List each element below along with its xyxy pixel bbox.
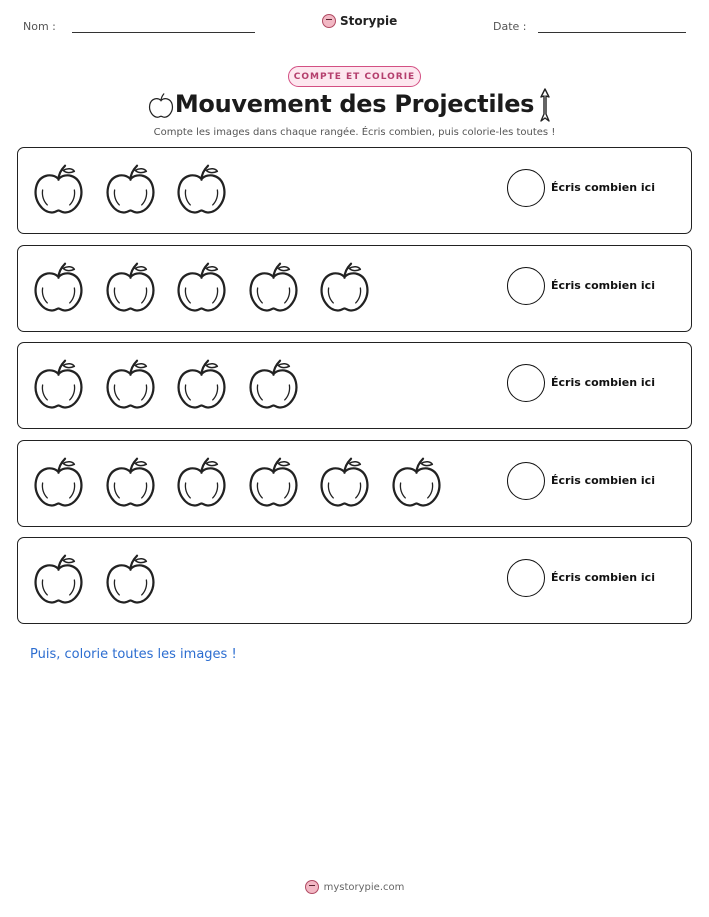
date-line	[538, 32, 686, 33]
apple-icon	[245, 357, 302, 413]
apple-group	[30, 455, 445, 511]
answer-label: Écris combien ici	[551, 376, 655, 389]
page-title: Mouvement des Projectiles	[174, 90, 535, 118]
apple-icon	[102, 357, 159, 413]
brand	[322, 14, 397, 28]
apple-icon	[30, 552, 87, 608]
answer-label: Écris combien ici	[551, 571, 655, 584]
apple-group	[30, 357, 302, 413]
footer	[0, 880, 709, 894]
name-label: Nom :	[23, 20, 56, 33]
footer-url[interactable]: mystorypie.com	[323, 881, 405, 893]
arrow-icon	[536, 88, 554, 124]
count-row	[17, 245, 692, 332]
apple-icon	[173, 357, 230, 413]
activity-badge: COMPTE ET COLORIE	[288, 66, 421, 87]
apple-icon	[245, 455, 302, 511]
apple-icon	[102, 260, 159, 316]
apple-icon	[30, 357, 87, 413]
apple-icon	[102, 162, 159, 218]
storypie-logo-icon	[322, 14, 336, 28]
count-row	[17, 440, 692, 527]
answer-label: Écris combien ici	[551, 474, 655, 487]
instructions: Compte les images dans chaque rangée. Écris combien, puis colorie-les toutes !	[153, 127, 556, 138]
count-row	[17, 147, 692, 234]
coloring-note: Puis, colorie toutes les images !	[30, 647, 237, 662]
apple-icon	[245, 260, 302, 316]
apple-icon	[388, 455, 445, 511]
answer-circle[interactable]	[507, 267, 545, 305]
count-row	[17, 342, 692, 429]
apple-group	[30, 552, 159, 608]
apple-group	[30, 162, 230, 218]
apple-icon	[173, 260, 230, 316]
apple-icon	[30, 260, 87, 316]
storypie-logo-icon	[305, 880, 319, 894]
answer-circle[interactable]	[507, 462, 545, 500]
date-label: Date :	[493, 20, 527, 33]
answer-circle[interactable]	[507, 364, 545, 402]
apple-icon	[30, 162, 87, 218]
apple-icon	[173, 162, 230, 218]
answer-circle[interactable]	[507, 559, 545, 597]
apple-icon	[102, 455, 159, 511]
apple-icon	[30, 455, 87, 511]
name-line	[72, 32, 255, 33]
answer-circle[interactable]	[507, 169, 545, 207]
brand-name: Storypie	[340, 14, 398, 28]
answer-label: Écris combien ici	[551, 181, 655, 194]
apple-group	[30, 260, 373, 316]
apple-icon	[316, 455, 373, 511]
apple-icon	[316, 260, 373, 316]
count-row	[17, 537, 692, 624]
apple-icon	[102, 552, 159, 608]
answer-label: Écris combien ici	[551, 279, 655, 292]
apple-icon	[173, 455, 230, 511]
